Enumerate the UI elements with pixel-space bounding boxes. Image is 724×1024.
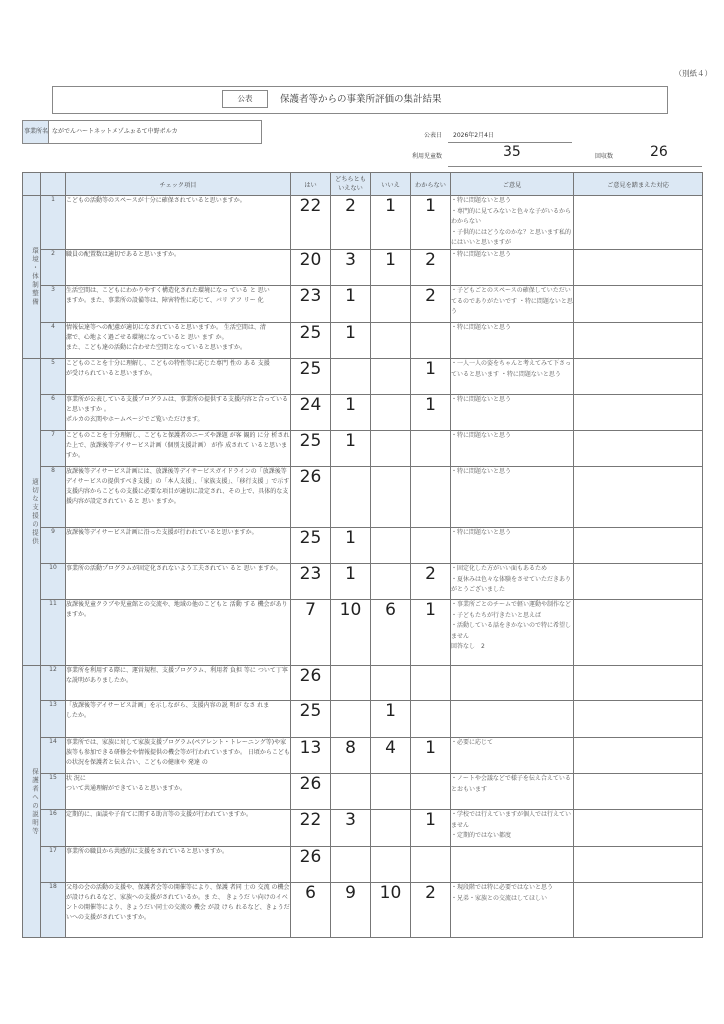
neither-count: 1 (331, 286, 371, 323)
unknown-count: 1 (411, 359, 451, 395)
unknown-count: 2 (411, 286, 451, 323)
responses-count-value: 26 (650, 144, 668, 160)
no-count: 1 (371, 701, 411, 738)
response-text (574, 196, 703, 250)
row-number: 12 (41, 666, 66, 701)
response-text (574, 666, 703, 701)
office-name: ながでんハートネットメゾふぉるて中野ポルカ (52, 128, 178, 135)
header-response: ご意見を踏まえた対応 (574, 173, 703, 196)
check-item-text: 事業所の職員から共感的に支援をされていると思いますか。 (66, 847, 291, 883)
header-category (23, 173, 41, 196)
response-text (574, 431, 703, 467)
opinion-text: ・学校では行えていますが個人では行えていません ・定期的ではない都度 (451, 810, 574, 847)
table-row (23, 467, 703, 528)
divider-line (448, 142, 572, 143)
row-number: 3 (41, 286, 66, 323)
no-count: 1 (371, 196, 411, 250)
no-count: 10 (371, 883, 411, 938)
unknown-count: 1 (411, 738, 451, 774)
yes-count: 24 (291, 395, 331, 431)
check-item-text: 状 況に ついて共通理解ができていると思いますか。 (66, 774, 291, 810)
yes-count: 13 (291, 738, 331, 774)
neither-count (331, 774, 371, 810)
users-count-label: 利用児童数 (412, 153, 443, 160)
header-opinions: ご意見 (451, 173, 574, 196)
response-text (574, 286, 703, 323)
header-no: いいえ (371, 173, 411, 196)
response-text (574, 359, 703, 395)
table-row (23, 528, 703, 564)
response-text (574, 774, 703, 810)
opinion-text: ・特に問題ないと思う (451, 467, 574, 528)
neither-count: 3 (331, 810, 371, 847)
check-item-text: 事業所では、家族に対して家族支援プログラム(ペアレント・トレーニング等)や家族等も参加できる研修会や情報提供の機会等が行われていますか。 日頃からこどもの状況を保護者と伝え合い、こどもの健康や 発達 の (66, 738, 291, 774)
row-number: 15 (41, 774, 66, 810)
check-item-text: 事業所を利用する際に、運営規程、支援プログラム、利用者 負担 等に ついて丁寧な説明がありましたか。 (66, 666, 291, 701)
no-count (371, 323, 411, 359)
no-count (371, 666, 411, 701)
office-field (22, 120, 262, 144)
yes-count: 25 (291, 528, 331, 564)
neither-count: 9 (331, 883, 371, 938)
opinion-text: ・必要に応じて (451, 738, 574, 774)
response-text (574, 810, 703, 847)
table-row (23, 196, 703, 250)
no-count (371, 847, 411, 883)
response-text (574, 883, 703, 938)
row-number: 14 (41, 738, 66, 774)
neither-count: 1 (331, 323, 371, 359)
check-item-text: 「放課後等デイサービス計画」を示しながら、支援内容の説 明が なさ れま したか。 (66, 701, 291, 738)
yes-count: 25 (291, 701, 331, 738)
no-count (371, 810, 411, 847)
opinion-text: ・子どもごとのスペースの確保していただいてるのでありがたいです ・特に問題ないと思う (451, 286, 574, 323)
table-row (23, 666, 703, 701)
row-number: 18 (41, 883, 66, 938)
unknown-count (411, 323, 451, 359)
annex-label: （別紙４） (674, 69, 712, 78)
row-number: 5 (41, 359, 66, 395)
unknown-count: 1 (411, 600, 451, 666)
opinion-text: ・特に問題ないと思う (451, 528, 574, 564)
unknown-count (411, 467, 451, 528)
yes-count: 25 (291, 359, 331, 395)
publication-date-value: 2026年2月4日 (453, 132, 494, 139)
response-text (574, 738, 703, 774)
publication-tag: 公表 (222, 90, 268, 108)
neither-count (331, 467, 371, 528)
opinion-text: ・特に問題ないと思う (451, 395, 574, 431)
row-number: 2 (41, 250, 66, 286)
neither-count: 1 (331, 431, 371, 467)
unknown-count: 2 (411, 883, 451, 938)
no-count (371, 528, 411, 564)
table-row (23, 774, 703, 810)
no-count (371, 431, 411, 467)
opinion-text: ・ノートや会議などで様子を伝え合えているとおもいます (451, 774, 574, 810)
yes-count: 26 (291, 467, 331, 528)
table-row (23, 323, 703, 359)
table-row (23, 286, 703, 323)
unknown-count: 1 (411, 196, 451, 250)
check-item-text: こどもの活動等のスペースが十分に確保されていると思いますか。 (66, 196, 291, 250)
opinion-text: ・特に問題ないと思う (451, 250, 574, 286)
opinion-text: ・特に問題ないと思う (451, 323, 574, 359)
no-count (371, 286, 411, 323)
opinion-text: ・事業所ごとのチームで軽い運動や制作など ・子どもたちが行きたいと思えば ・活動している話をきかないので特に希望しません 回答なし 2 (451, 600, 574, 666)
neither-count: 10 (331, 600, 371, 666)
yes-count: 25 (291, 323, 331, 359)
row-number: 6 (41, 395, 66, 431)
row-number: 10 (41, 564, 66, 600)
check-item-text: こどものことを十分に理解し、こどもの特性等に応じた専門 性の ある 支援 が受けられていると思いますか。 (66, 359, 291, 395)
neither-count: 3 (331, 250, 371, 286)
check-item-text: 定期的に、面談や子育てに関する助言等の支援が行われていますか。 (66, 810, 291, 847)
row-number: 11 (41, 600, 66, 666)
opinion-text: ・特に問題ないと思う (451, 431, 574, 467)
neither-count (331, 847, 371, 883)
unknown-count: 2 (411, 250, 451, 286)
row-number: 13 (41, 701, 66, 738)
row-number: 1 (41, 196, 66, 250)
check-item-text: 父母の会の活動の支援や、保護者会等の開催等により、保護 者同 士の 交流 の機会が設けられるなど、家族への支援がされているか。ま た、 きょうだ い向けのイベントの開催等により、きょうだい同士の交流の 機会 が設 けら れるなど、きょうだいへの支援がされていますか。 (66, 883, 291, 938)
opinion-text (451, 847, 574, 883)
check-item-text: こどものことを十分理解し、こどもと保護者のニーズや課題 が客 観的 に分 析された上で、放課後等デイサービス計画（個別支援計画） が作 成されて いると思いますか。 (66, 431, 291, 467)
table-row (23, 883, 703, 938)
no-count: 4 (371, 738, 411, 774)
neither-count: 8 (331, 738, 371, 774)
check-item-text: 放課後児童クラブや児童館との交流や、地域の他のこどもと 活動 する 機会がありますか。 (66, 600, 291, 666)
neither-count: 1 (331, 528, 371, 564)
row-number: 17 (41, 847, 66, 883)
table-row (23, 738, 703, 774)
unknown-count (411, 666, 451, 701)
yes-count: 23 (291, 286, 331, 323)
row-number: 7 (41, 431, 66, 467)
neither-count: 2 (331, 196, 371, 250)
check-item-text: 放課後等デイサービス計画に沿った支援が行われていると思いますか。 (66, 528, 291, 564)
neither-count: 1 (331, 564, 371, 600)
users-count-value: 35 (503, 144, 521, 160)
table-row (23, 847, 703, 883)
row-number: 16 (41, 810, 66, 847)
opinion-text: ・固定化した方がいい面もあるため ・夏休みは色々な体験をさせていただきありがとうございました (451, 564, 574, 600)
responses-count-label: 回収数 (595, 153, 614, 160)
yes-count: 26 (291, 847, 331, 883)
no-count (371, 395, 411, 431)
unknown-count: 1 (411, 810, 451, 847)
neither-count (331, 666, 371, 701)
neither-count (331, 359, 371, 395)
no-count: 6 (371, 600, 411, 666)
yes-count: 25 (291, 431, 331, 467)
response-text (574, 395, 703, 431)
opinion-text: ・特に問題ないと思う ・専門的に見てみないと色々な子がいるからわからない ・子供的にはどうなのかな？と思います私的にはいいと思いますが (451, 196, 574, 250)
response-text (574, 600, 703, 666)
category-label: 適切な支援の提供 (23, 359, 41, 666)
opinion-text: ・現段階では特に必要ではないと思う ・兄弟・家族との交流はしてほしい (451, 883, 574, 938)
response-text (574, 323, 703, 359)
no-count: 1 (371, 250, 411, 286)
check-item-text: 事業所が公表している支援プログラムは、事業所の提供する支援内容と合っていると思いますか 。 ポルカの玄関やホームページでご覧いただけます。 (66, 395, 291, 431)
neither-count: 1 (331, 395, 371, 431)
table-row (23, 359, 703, 395)
no-count (371, 564, 411, 600)
yes-count: 23 (291, 564, 331, 600)
unknown-count (411, 431, 451, 467)
no-count (371, 359, 411, 395)
unknown-count (411, 774, 451, 810)
neither-count (331, 701, 371, 738)
table-row (23, 250, 703, 286)
check-item-text: 事業所の活動プログラムが固定化されないよう工夫されてい ると 思い ますか。 (66, 564, 291, 600)
table-row (23, 395, 703, 431)
header-number (41, 173, 66, 196)
unknown-count (411, 847, 451, 883)
check-item-text: 情報伝達等への配慮が適切になされていると思いますか。 生活空間は、清 潔で、心地よく過ごせる環境になっていると 思い ます か。 また、こども達の活動に合わせた空間となっていると思いますか。 (66, 323, 291, 359)
header-yes: はい (291, 173, 331, 196)
header-unknown: わからない (411, 173, 451, 196)
category-label: 保護者への説明等 (23, 666, 41, 938)
yes-count: 22 (291, 810, 331, 847)
table-row (23, 564, 703, 600)
table-row (23, 810, 703, 847)
yes-count: 26 (291, 774, 331, 810)
office-label: 事業所名 (23, 121, 49, 143)
no-count (371, 774, 411, 810)
divider-line (448, 166, 702, 167)
yes-count: 22 (291, 196, 331, 250)
header-check-item: チェック項目 (66, 173, 291, 196)
check-item-text: 放課後等デイサービス計画には、放課後等デイサービスガイドラインの「放課後等デイサービスの提供すべき支援」の「本人支援」、「家族支援」、「移行支援 」で示す支援内容からこどもの支援に必要な項目が適切に設定され、その上で、具体的な支援内容が設定されてい ると 思い ますか。 (66, 467, 291, 528)
unknown-count (411, 528, 451, 564)
check-item-text: 生活空間は、こどもにわかりやすく構造化された環境になっ ている と 思い ますか。また、事業所の設備等は、障害特性に応じて、バリ アフ リー 化 (66, 286, 291, 323)
yes-count: 26 (291, 666, 331, 701)
response-text (574, 847, 703, 883)
opinion-text (451, 666, 574, 701)
check-item-text: 職員の配置数は適切であると思いますか。 (66, 250, 291, 286)
response-text (574, 528, 703, 564)
table-header-row (23, 173, 703, 196)
opinion-text: ・一人一人の姿をちゃんと考えてみて下さっていると思います ・特に問題ないと思う (451, 359, 574, 395)
row-number: 9 (41, 528, 66, 564)
response-text (574, 701, 703, 738)
unknown-count: 2 (411, 564, 451, 600)
yes-count: 7 (291, 600, 331, 666)
response-text (574, 250, 703, 286)
category-label: 環境・体制整備 (23, 196, 41, 359)
unknown-count: 1 (411, 395, 451, 431)
yes-count: 6 (291, 883, 331, 938)
row-number: 4 (41, 323, 66, 359)
table-row (23, 600, 703, 666)
evaluation-table (22, 172, 703, 938)
no-count (371, 467, 411, 528)
table-row (23, 431, 703, 467)
publication-date-label: 公表日 (424, 132, 443, 139)
header-neither: どちらとも いえない (331, 173, 371, 196)
row-number: 8 (41, 467, 66, 528)
yes-count: 20 (291, 250, 331, 286)
page-title: 保護者等からの事業所評価の集計結果 (280, 94, 442, 105)
table-row (23, 701, 703, 738)
response-text (574, 467, 703, 528)
response-text (574, 564, 703, 600)
opinion-text (451, 701, 574, 738)
unknown-count (411, 701, 451, 738)
